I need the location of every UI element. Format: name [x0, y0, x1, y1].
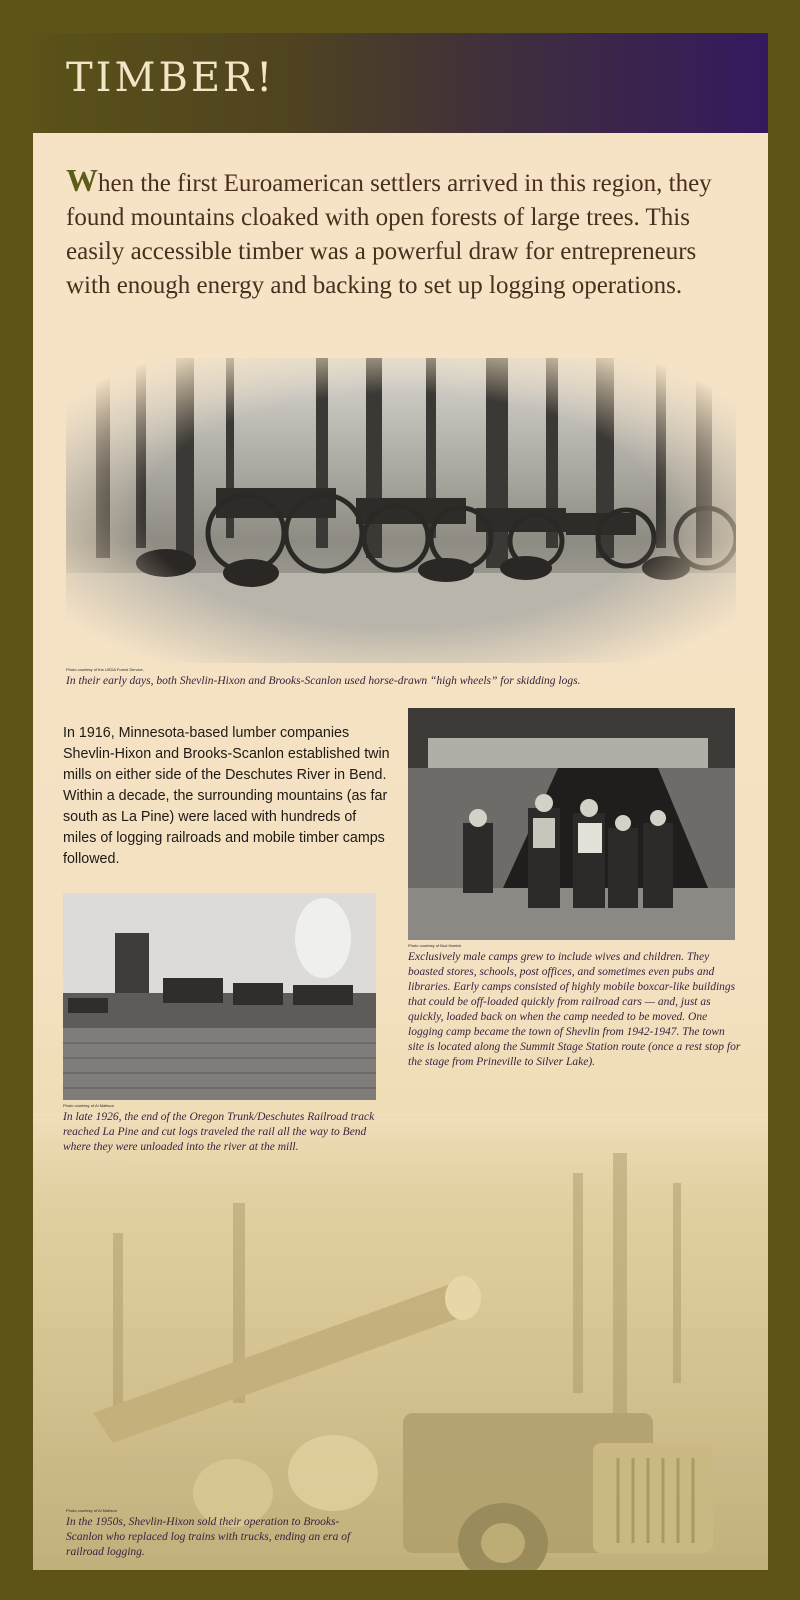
camp-caption: Exclusively male camps grew to include wives and children. They boasted stores, schools, post offices, and sometimes even pubs and libraries. Early camps consisted of highly mobile boxcar-like buildings that could be off-loaded quickly from railroad cars — and, just as quickly, loaded back on when the camp needed to be moved. One logging camp became the town of Shevlin from 1942-1947. The town site is located along the Summit Stage Station route (once a rest stop for the stage from Prineville to Silver Lake). [408, 951, 741, 1068]
photo-credit: Photo courtesy of the USDA Forest Service. [66, 667, 144, 672]
camp-photo [408, 708, 735, 940]
photo-credit: Photo courtesy of Al Mattson [63, 1103, 114, 1108]
body-paragraph: In 1916, Minnesota-based lumber companies Shevlin-Hixon and Brooks-Scanlon established twin mills on either side of the Deschutes River in Bend. Within a decade, the surrounding mountains (as far south as La Pine) were laced with hundreds of miles of logging railroads and mobile timber camps followed. [63, 725, 390, 867]
photo-credit: Photo courtesy of Al Mattson [66, 1508, 117, 1513]
high-wheels-caption: In their early days, both Shevlin-Hixon and Brooks-Scanlon used horse-drawn “high wheels” for skidding logs. [66, 675, 581, 687]
mill-caption: In late 1926, the end of the Oregon Trunk/Deschutes Railroad track reached La Pine and cut logs traveled the rail all the way to Bend where they were unloaded into the river at the mill. [63, 1111, 375, 1153]
trucks-caption: In the 1950s, Shevlin-Hixon sold their operation to Brooks-Scanlon who replaced log trains with trucks, ending an era of railroad logging. [66, 1516, 351, 1558]
trucks-background-photo [33, 1113, 768, 1570]
mill-photo [63, 893, 376, 1100]
page-title: TIMBER! [66, 55, 276, 101]
high-wheels-photo [66, 358, 736, 663]
photo-credit: Photo courtesy of Bud Harrick [408, 943, 462, 948]
intro-text: hen the first Euroamerican settlers arrived in this region, they found mountains cloaked with open forests of large trees. This easily accessible timber was a powerful draw for entrepreneurs with enough energy and backing to set up logging operations. [66, 170, 712, 299]
intro-paragraph [66, 163, 736, 303]
content-panel [33, 133, 768, 1570]
drop-cap: W [66, 162, 98, 198]
header-bar [33, 33, 768, 133]
